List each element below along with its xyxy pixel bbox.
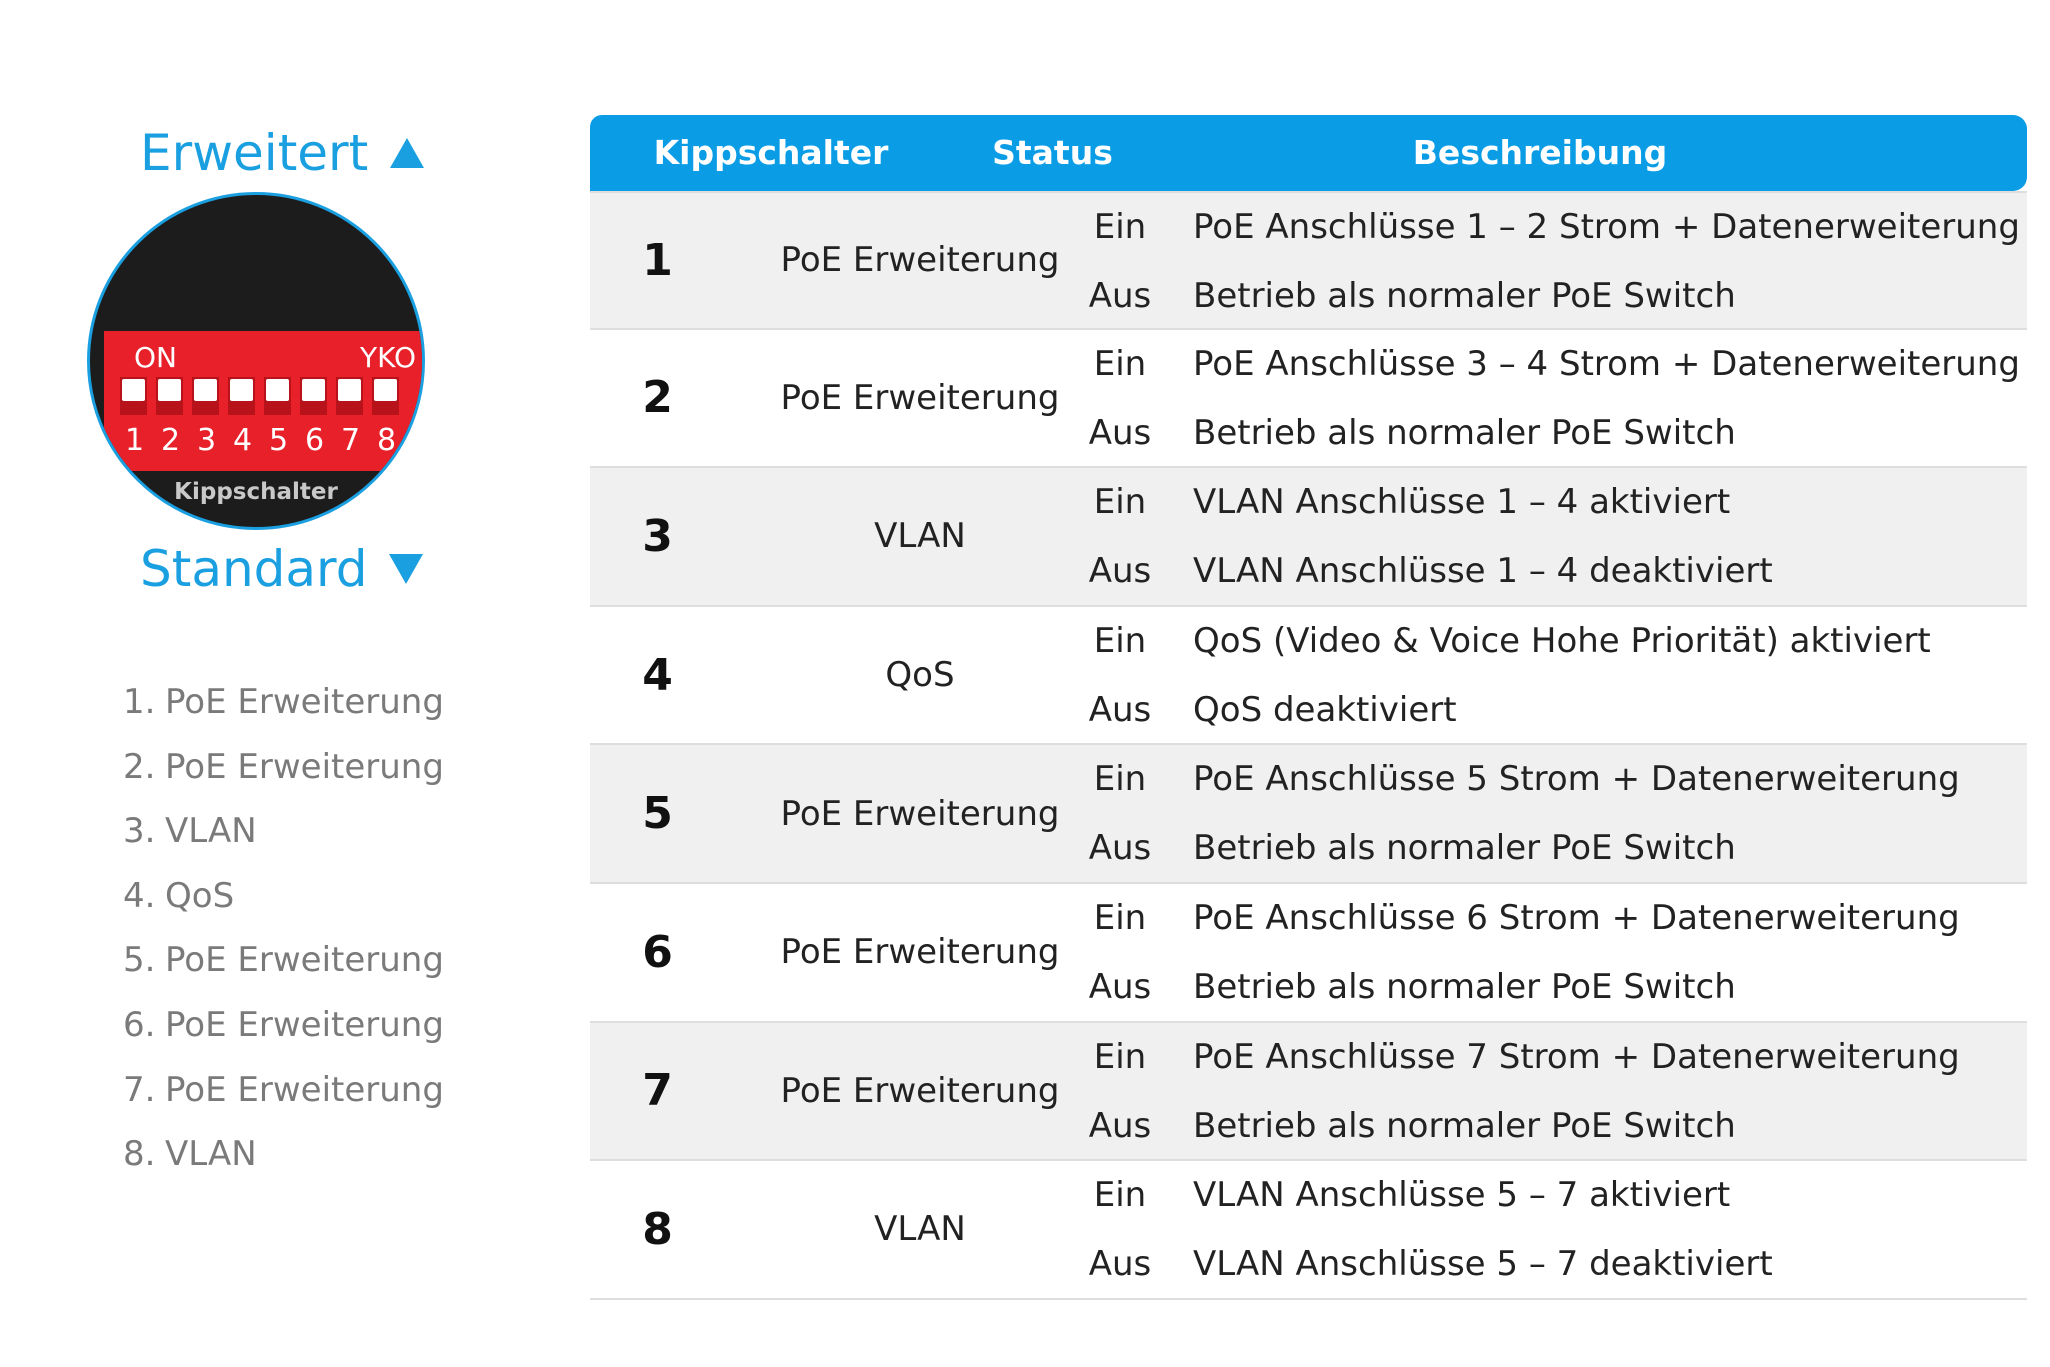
row-status-on: Ein — [1093, 1036, 1147, 1077]
legend-label: PoE Erweiterung — [165, 746, 444, 787]
standard-label — [140, 540, 423, 598]
table-row — [590, 884, 2027, 1023]
row-desc-on: PoE Anschlüsse 7 Strom + Datenerweiterung — [1193, 1036, 1960, 1077]
legend-label: PoE Erweiterung — [165, 682, 444, 722]
row-number: 8 — [642, 1203, 673, 1255]
row-status-on: Ein — [1093, 897, 1147, 938]
legend-item — [123, 735, 444, 800]
dip-number: 8 — [376, 423, 397, 458]
row-desc-off: Betrieb als normaler PoE Switch — [1193, 276, 1736, 316]
legend-item — [123, 928, 444, 993]
legend-item — [123, 670, 444, 735]
legend-num: 3. — [123, 811, 156, 852]
switch-legend — [123, 670, 444, 1187]
legend-num: 8. — [123, 1134, 156, 1175]
row-number: 7 — [642, 1065, 673, 1117]
dip-caption: Kippschalter — [174, 479, 338, 505]
legend-label: PoE Erweiterung — [165, 940, 444, 981]
legend-label: PoE Erweiterung — [165, 1069, 444, 1110]
row-function: PoE Erweiterung — [780, 793, 1060, 834]
row-status-off: Aus — [1088, 1244, 1152, 1285]
dip-number: 5 — [268, 423, 289, 458]
legend-num: 5. — [123, 940, 156, 981]
row-function: PoE Erweiterung — [780, 377, 1060, 418]
row-desc-off: Betrieb als normaler PoE Switch — [1193, 1105, 1736, 1146]
row-status-on: Ein — [1093, 207, 1147, 247]
legend-num: 1. — [123, 682, 156, 722]
row-desc-off: Betrieb als normaler PoE Switch — [1193, 966, 1736, 1007]
row-status-off: Aus — [1088, 276, 1152, 316]
row-desc-off: Betrieb als normaler PoE Switch — [1193, 412, 1736, 453]
legend-item — [123, 799, 444, 864]
legend-item — [123, 864, 444, 929]
dip-switch-photo — [87, 192, 425, 530]
dip-toggle — [372, 377, 399, 415]
table-row — [590, 468, 2027, 607]
row-status-off: Aus — [1088, 689, 1152, 730]
row-status-on: Ein — [1093, 343, 1147, 384]
legend-item — [123, 1122, 444, 1187]
row-desc-off: VLAN Anschlüsse 1 – 4 deaktiviert — [1193, 551, 1773, 592]
row-status-on: Ein — [1093, 1175, 1147, 1216]
dip-brand-label: YKO — [360, 341, 416, 374]
row-number: 3 — [642, 510, 673, 562]
legend-num: 4. — [123, 875, 156, 916]
dip-toggle — [156, 377, 183, 415]
legend-num: 6. — [123, 1004, 156, 1045]
triangle-down-icon — [389, 554, 423, 584]
row-desc-on: QoS (Video & Voice Hohe Priorität) aktiviert — [1193, 620, 1931, 661]
table-header — [590, 115, 2027, 191]
table-row — [590, 1161, 2027, 1300]
row-number: 2 — [642, 372, 673, 424]
row-status-off: Aus — [1088, 551, 1152, 592]
row-number: 5 — [642, 788, 673, 840]
erweitert-text: Erweitert — [140, 124, 369, 182]
dip-number: 7 — [340, 423, 361, 458]
header-description: Beschreibung — [1412, 133, 1668, 172]
dip-toggle — [228, 377, 255, 415]
table-row — [590, 330, 2027, 469]
legend-label: PoE Erweiterung — [165, 1004, 444, 1045]
dip-number: 6 — [304, 423, 325, 458]
row-desc-on: PoE Anschlüsse 3 – 4 Strom + Datenerweiterung — [1193, 343, 2020, 384]
row-function: PoE Erweiterung — [780, 932, 1060, 973]
dip-toggle — [300, 377, 327, 415]
legend-item — [123, 993, 444, 1058]
row-status-on: Ein — [1093, 482, 1147, 523]
table-row — [590, 191, 2027, 330]
row-desc-on: PoE Anschlüsse 5 Strom + Datenerweiterung — [1193, 759, 1960, 800]
row-status-off: Aus — [1088, 966, 1152, 1007]
dip-toggles — [120, 377, 399, 415]
row-function: VLAN — [874, 516, 966, 557]
legend-label: VLAN — [165, 811, 257, 852]
row-status-off: Aus — [1088, 828, 1152, 869]
dip-numbers — [122, 423, 399, 458]
row-status-on: Ein — [1093, 620, 1147, 661]
dip-toggle — [264, 377, 291, 415]
legend-num: 7. — [123, 1069, 156, 1110]
row-number: 6 — [642, 926, 673, 978]
row-desc-on: PoE Anschlüsse 1 – 2 Strom + Datenerweiterung — [1193, 207, 2020, 247]
dip-number: 4 — [232, 423, 253, 458]
row-status-off: Aus — [1088, 1105, 1152, 1146]
dip-on-label: ON — [134, 341, 177, 374]
row-desc-on: VLAN Anschlüsse 1 – 4 aktiviert — [1193, 482, 1731, 523]
dip-number: 3 — [196, 423, 217, 458]
header-status: Status — [992, 133, 1113, 172]
row-function: QoS — [885, 655, 955, 696]
row-status-on: Ein — [1093, 759, 1147, 800]
row-status-off: Aus — [1088, 412, 1152, 453]
erweitert-label — [140, 124, 424, 182]
row-function: PoE Erweiterung — [780, 240, 1060, 281]
row-desc-off: Betrieb als normaler PoE Switch — [1193, 828, 1736, 869]
row-desc-on: VLAN Anschlüsse 5 – 7 aktiviert — [1193, 1175, 1731, 1216]
dip-switch-block — [104, 331, 424, 471]
row-number: 4 — [642, 649, 673, 701]
dip-toggle — [192, 377, 219, 415]
dip-switch-table — [590, 115, 2027, 1300]
table-row — [590, 607, 2027, 746]
row-function: VLAN — [874, 1209, 966, 1250]
table-row — [590, 745, 2027, 884]
row-desc-on: PoE Anschlüsse 6 Strom + Datenerweiterung — [1193, 897, 1960, 938]
dip-number: 2 — [160, 423, 181, 458]
triangle-up-icon — [390, 138, 424, 168]
dip-toggle — [120, 377, 147, 415]
legend-label: VLAN — [165, 1134, 257, 1175]
legend-label: QoS — [165, 875, 235, 916]
row-function: PoE Erweiterung — [780, 1070, 1060, 1111]
row-desc-off: VLAN Anschlüsse 5 – 7 deaktiviert — [1193, 1244, 1773, 1285]
row-number: 1 — [642, 234, 673, 286]
row-desc-off: QoS deaktiviert — [1193, 689, 1457, 730]
dip-number: 1 — [124, 423, 145, 458]
legend-item — [123, 1058, 444, 1123]
dip-toggle — [336, 377, 363, 415]
standard-text: Standard — [140, 540, 368, 598]
header-switch: Kippschalter — [653, 133, 889, 172]
legend-num: 2. — [123, 746, 156, 787]
table-row — [590, 1023, 2027, 1162]
